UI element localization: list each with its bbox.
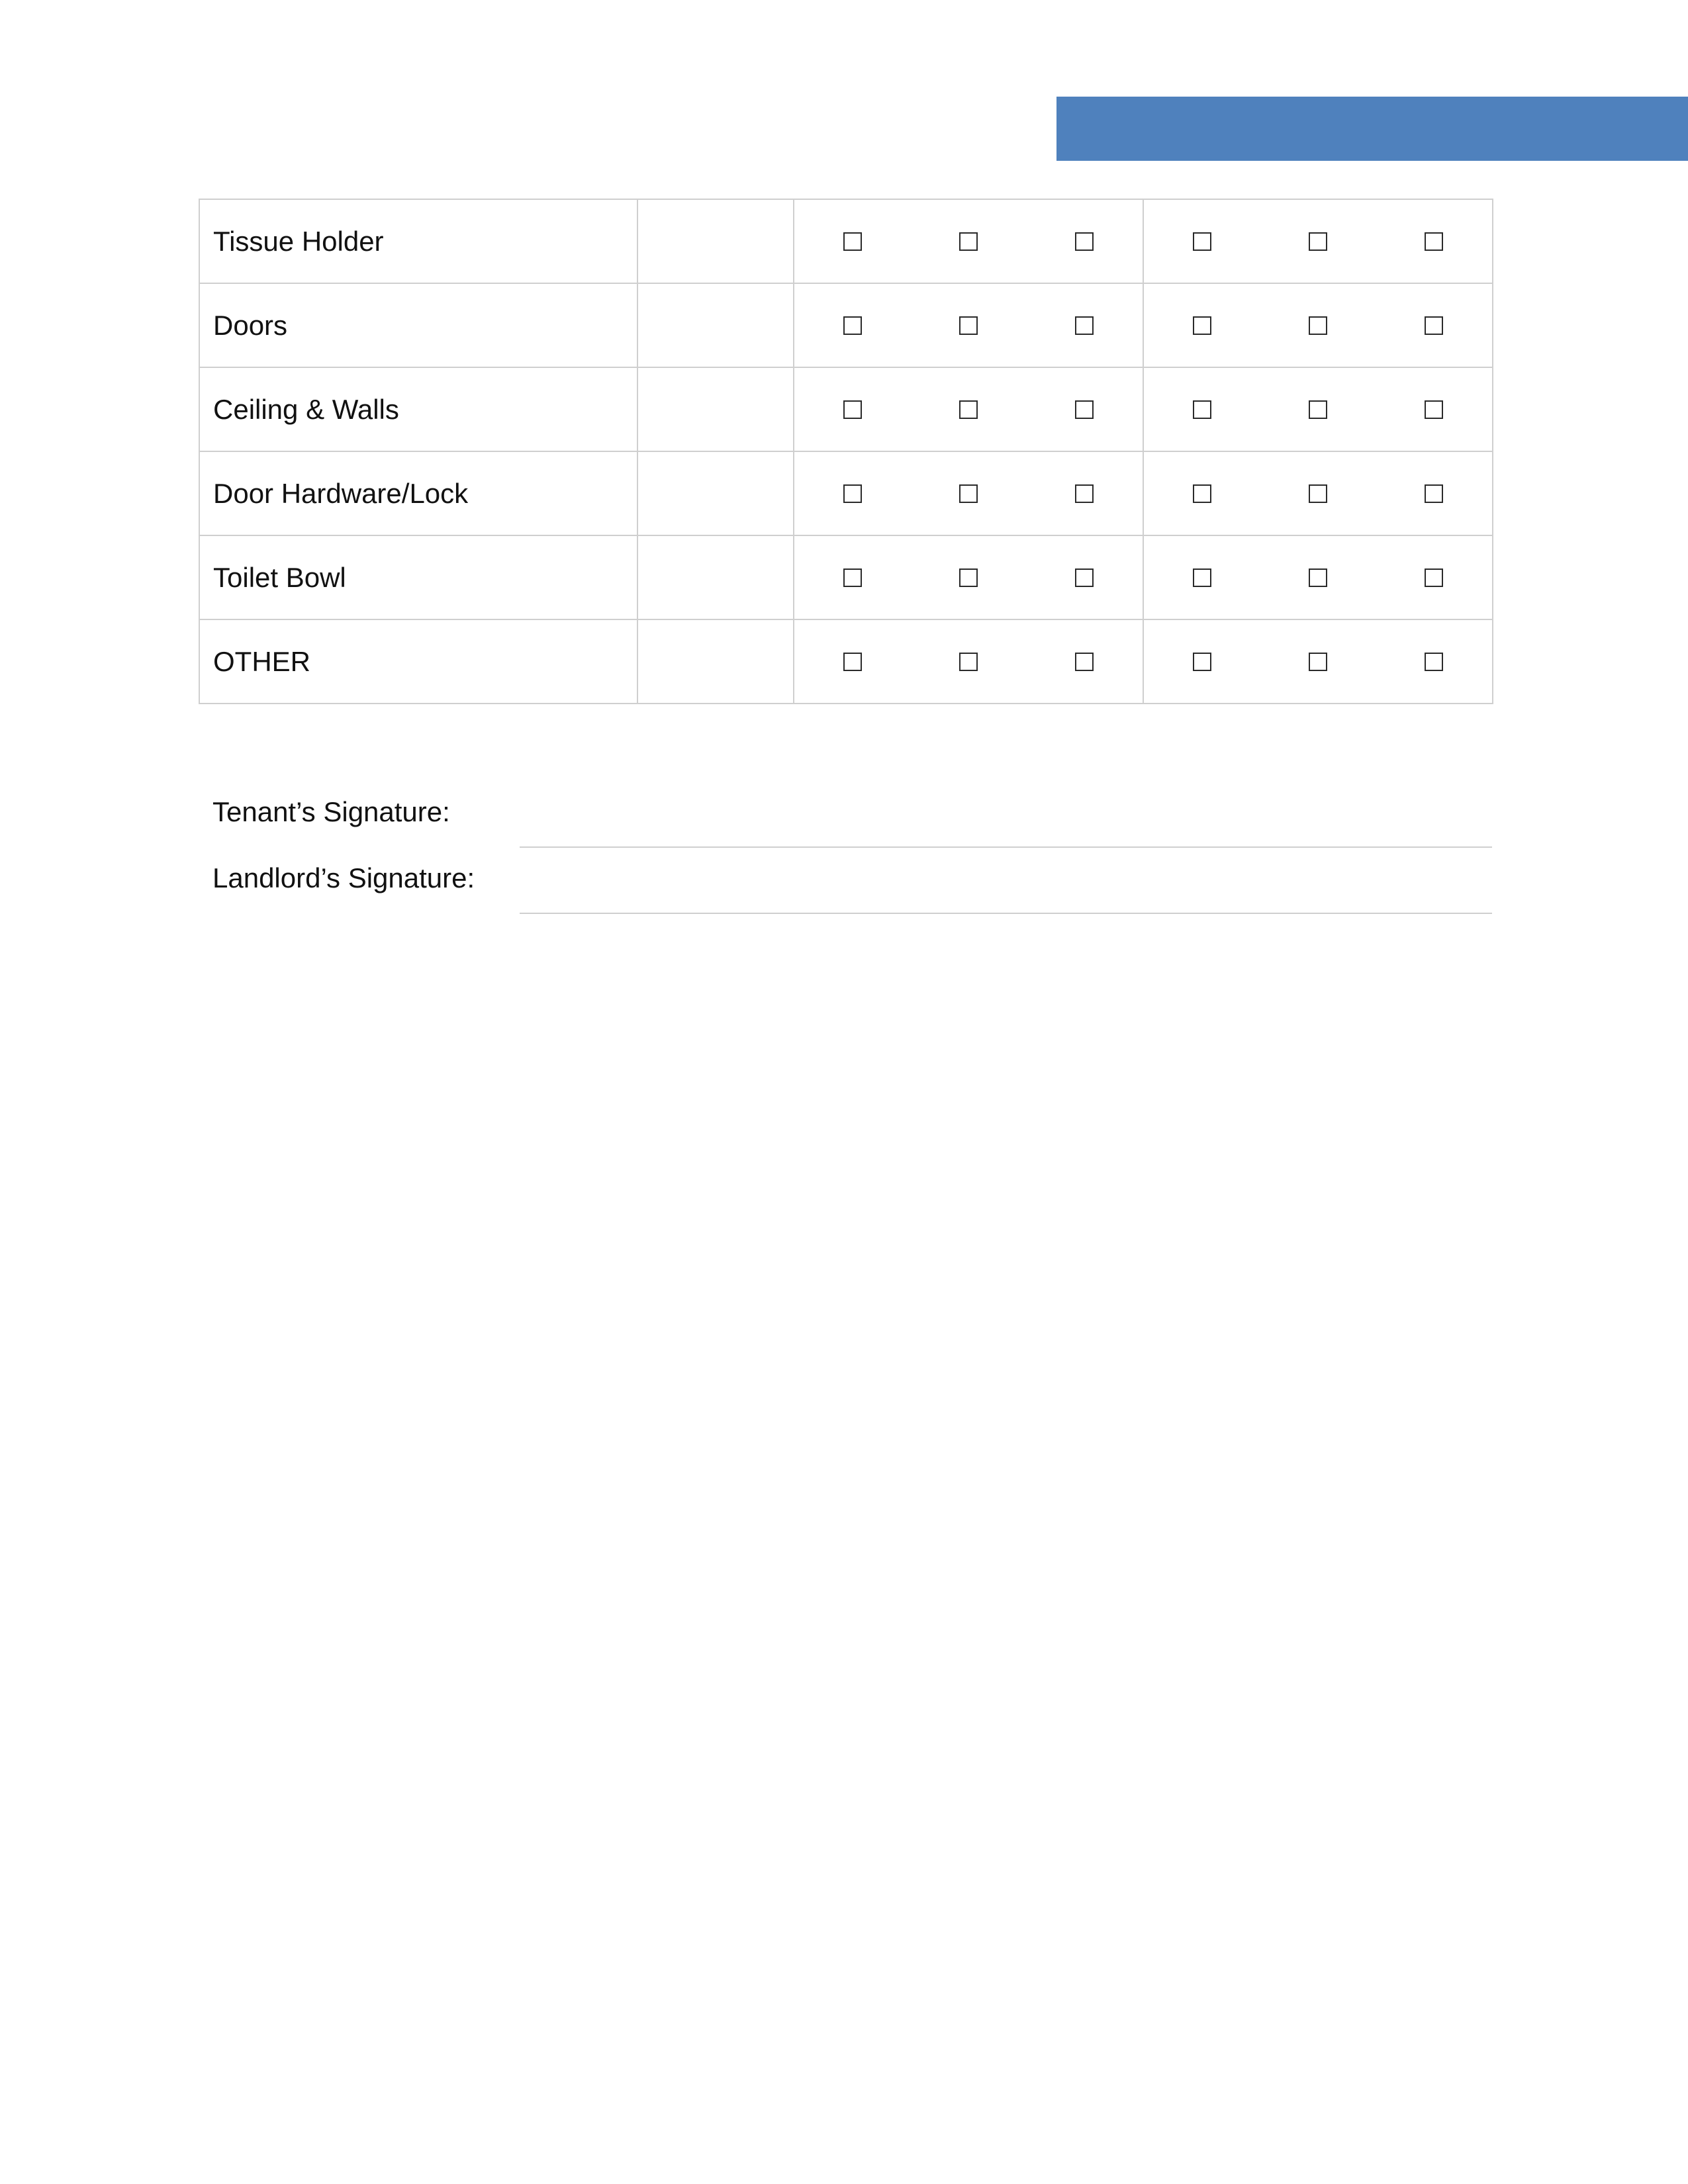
item-label: Tissue Holder: [199, 199, 637, 283]
checkbox-empty-icon[interactable]: [1193, 232, 1211, 251]
table-row: [199, 535, 1493, 619]
checkbox-empty-icon[interactable]: [959, 484, 978, 503]
notes-cell[interactable]: [637, 199, 794, 283]
checkbox-slot: [1376, 653, 1492, 671]
checkbox-row: [1144, 452, 1492, 535]
checkbox-row: [794, 284, 1143, 367]
checkbox-slot: [794, 232, 910, 251]
checkbox-slot: [910, 400, 1026, 419]
notes-cell[interactable]: [637, 367, 794, 451]
checkbox-row: [1144, 620, 1492, 703]
checkbox-empty-icon[interactable]: [1425, 232, 1443, 251]
checkbox-empty-icon[interactable]: [1425, 569, 1443, 587]
checkbox-group-2: [1143, 535, 1493, 619]
notes-cell[interactable]: [637, 283, 794, 367]
checkbox-slot: [1144, 569, 1260, 587]
checkbox-slot: [1027, 569, 1143, 587]
checkbox-slot: [1260, 484, 1376, 503]
checkbox-group-1: [794, 535, 1143, 619]
landlord-signature-line[interactable]: [520, 913, 1492, 914]
checkbox-slot: [1376, 316, 1492, 335]
checkbox-group-1: [794, 367, 1143, 451]
checkbox-slot: [1027, 400, 1143, 419]
checkbox-slot: [1144, 400, 1260, 419]
table-row: [199, 283, 1493, 367]
checkbox-slot: [1260, 653, 1376, 671]
checkbox-row: [1144, 200, 1492, 283]
checkbox-empty-icon[interactable]: [1075, 484, 1094, 503]
checkbox-empty-icon[interactable]: [843, 316, 862, 335]
checkbox-slot: [1260, 569, 1376, 587]
checkbox-row: [794, 368, 1143, 451]
checkbox-row: [1144, 536, 1492, 619]
table-row: [199, 619, 1493, 704]
table-row: [199, 451, 1493, 535]
checkbox-empty-icon[interactable]: [1425, 400, 1443, 419]
checkbox-slot: [910, 316, 1026, 335]
table-row: [199, 199, 1493, 283]
checkbox-slot: [1260, 400, 1376, 419]
checkbox-slot: [794, 653, 910, 671]
checkbox-slot: [794, 484, 910, 503]
item-label: Door Hardware/Lock: [199, 451, 637, 535]
checkbox-slot: [1144, 653, 1260, 671]
checkbox-slot: [1027, 653, 1143, 671]
tenant-signature-label: Tenant’s Signature:: [212, 796, 450, 827]
checkbox-empty-icon[interactable]: [843, 653, 862, 671]
checkbox-empty-icon[interactable]: [1075, 569, 1094, 587]
checkbox-empty-icon[interactable]: [1309, 232, 1327, 251]
checkbox-row: [794, 200, 1143, 283]
item-label: Doors: [199, 283, 637, 367]
checkbox-slot: [794, 400, 910, 419]
checkbox-group-1: [794, 199, 1143, 283]
checkbox-group-2: [1143, 619, 1493, 704]
checkbox-empty-icon[interactable]: [1193, 316, 1211, 335]
item-label: OTHER: [199, 619, 637, 704]
checkbox-row: [794, 536, 1143, 619]
checkbox-slot: [794, 569, 910, 587]
checkbox-empty-icon[interactable]: [1193, 484, 1211, 503]
checkbox-empty-icon[interactable]: [959, 569, 978, 587]
checkbox-slot: [1376, 484, 1492, 503]
notes-cell[interactable]: [637, 451, 794, 535]
checkbox-slot: [1027, 232, 1143, 251]
checkbox-empty-icon[interactable]: [1309, 400, 1327, 419]
checkbox-group-2: [1143, 367, 1493, 451]
checkbox-slot: [1260, 316, 1376, 335]
checkbox-slot: [910, 569, 1026, 587]
checkbox-empty-icon[interactable]: [1075, 316, 1094, 335]
checkbox-empty-icon[interactable]: [1075, 232, 1094, 251]
tenant-signature-line[interactable]: [520, 846, 1492, 848]
checkbox-empty-icon[interactable]: [1425, 653, 1443, 671]
item-label: Ceiling & Walls: [199, 367, 637, 451]
checkbox-empty-icon[interactable]: [1193, 653, 1211, 671]
checkbox-empty-icon[interactable]: [959, 232, 978, 251]
checkbox-slot: [1376, 569, 1492, 587]
checkbox-empty-icon[interactable]: [1193, 400, 1211, 419]
checkbox-slot: [1027, 316, 1143, 335]
checkbox-group-1: [794, 283, 1143, 367]
checkbox-row: [794, 452, 1143, 535]
checkbox-empty-icon[interactable]: [959, 653, 978, 671]
item-label: Toilet Bowl: [199, 535, 637, 619]
checkbox-slot: [910, 484, 1026, 503]
checkbox-slot: [1144, 232, 1260, 251]
checkbox-empty-icon[interactable]: [1309, 653, 1327, 671]
checkbox-empty-icon[interactable]: [1075, 400, 1094, 419]
checkbox-slot: [910, 653, 1026, 671]
notes-cell[interactable]: [637, 619, 794, 704]
checkbox-slot: [1376, 400, 1492, 419]
notes-cell[interactable]: [637, 535, 794, 619]
checkbox-row: [794, 620, 1143, 703]
checkbox-empty-icon[interactable]: [843, 400, 862, 419]
checkbox-row: [1144, 368, 1492, 451]
checkbox-slot: [910, 232, 1026, 251]
header-color-band: [1056, 97, 1688, 161]
checkbox-empty-icon[interactable]: [1309, 484, 1327, 503]
checkbox-empty-icon[interactable]: [1193, 569, 1211, 587]
checkbox-group-2: [1143, 199, 1493, 283]
checkbox-empty-icon[interactable]: [959, 400, 978, 419]
checkbox-empty-icon[interactable]: [843, 569, 862, 587]
checkbox-group-2: [1143, 283, 1493, 367]
checkbox-empty-icon[interactable]: [959, 316, 978, 335]
checkbox-empty-icon[interactable]: [1309, 569, 1327, 587]
checkbox-empty-icon[interactable]: [1309, 316, 1327, 335]
checkbox-empty-icon[interactable]: [1425, 316, 1443, 335]
checkbox-slot: [1027, 484, 1143, 503]
checkbox-empty-icon[interactable]: [1425, 484, 1443, 503]
checkbox-empty-icon[interactable]: [843, 232, 862, 251]
checkbox-slot: [1144, 316, 1260, 335]
checkbox-group-2: [1143, 451, 1493, 535]
landlord-signature-label: Landlord’s Signature:: [212, 862, 475, 893]
checkbox-slot: [1376, 232, 1492, 251]
checkbox-group-1: [794, 619, 1143, 704]
checkbox-empty-icon[interactable]: [843, 484, 862, 503]
checkbox-slot: [1260, 232, 1376, 251]
checkbox-slot: [1144, 484, 1260, 503]
checkbox-empty-icon[interactable]: [1075, 653, 1094, 671]
checkbox-slot: [794, 316, 910, 335]
inspection-checklist-table: [199, 199, 1493, 704]
checkbox-group-1: [794, 451, 1143, 535]
checkbox-row: [1144, 284, 1492, 367]
table-row: [199, 367, 1493, 451]
